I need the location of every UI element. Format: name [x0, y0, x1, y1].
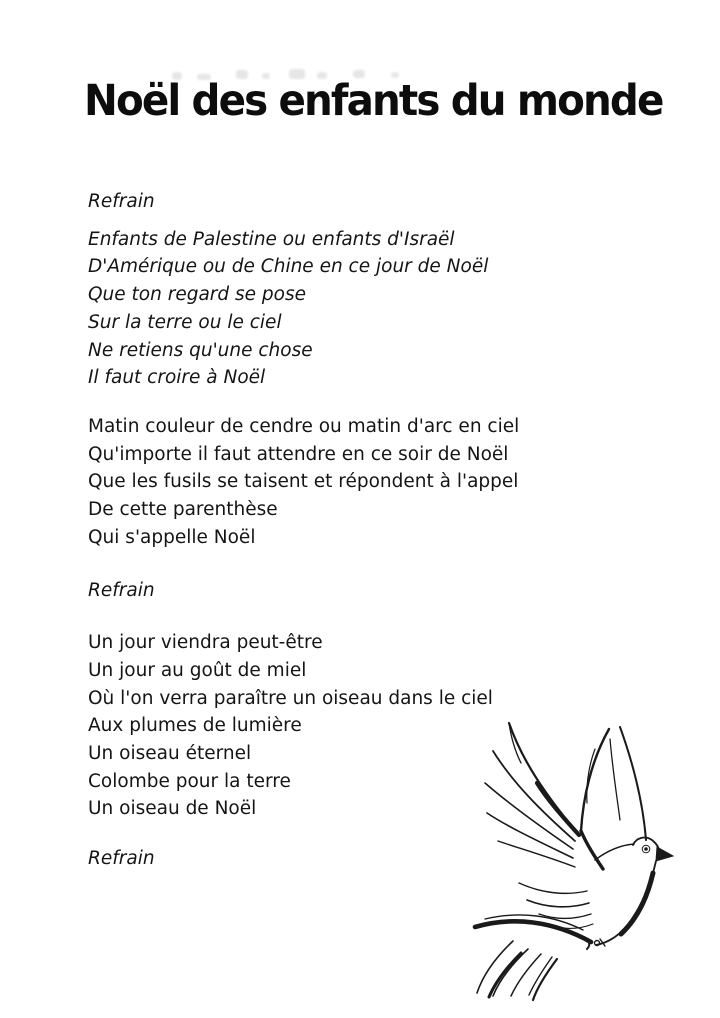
- lyric-line: Sur la terre ou le ciel: [88, 311, 282, 333]
- lyric-line: Un jour viendra peut-être: [88, 632, 323, 654]
- refrain-label: Refrain: [88, 848, 155, 870]
- lyric-line: Un oiseau éternel: [88, 742, 252, 764]
- lyric-line: Enfants de Palestine ou enfants d'Israël: [88, 228, 455, 250]
- lyric-line: D'Amérique ou de Chine en ce jour de Noël: [88, 256, 489, 278]
- refrain-label: Refrain: [88, 191, 155, 212]
- lyric-line: Qu'importe il faut attendre en ce soir de Noël: [88, 443, 509, 465]
- lyric-line: Un jour au goût de miel: [88, 659, 307, 681]
- lyric-line: De cette parenthèse: [88, 499, 278, 521]
- verse-stanza: [88, 413, 568, 552]
- lyric-line: Aux plumes de lumière: [88, 715, 302, 737]
- lyric-line: Où l'on verra paraître un oiseau dans le ciel: [88, 687, 493, 709]
- dove-illustration: [453, 703, 718, 1013]
- dove-line-art-svg: [453, 703, 718, 1013]
- lyric-line: Ne retiens qu'une chose: [88, 339, 313, 361]
- lyric-line: Qui s'appelle Noël: [88, 526, 256, 548]
- lyric-line: Que ton regard se pose: [88, 284, 307, 306]
- lyric-line: Matin couleur de cendre ou matin d'arc en ciel: [88, 415, 520, 437]
- lyric-line: Que les fusils se taisent et répondent à l'appel: [88, 471, 519, 493]
- refrain-label: Refrain: [88, 580, 155, 602]
- chorus-stanza: [88, 226, 568, 392]
- page-title: Noël des enfants du monde: [84, 76, 663, 126]
- lyric-line: Il faut croire à Noël: [88, 367, 266, 389]
- lyric-line: Un oiseau de Noël: [88, 798, 257, 820]
- lyric-line: Colombe pour la terre: [88, 770, 291, 792]
